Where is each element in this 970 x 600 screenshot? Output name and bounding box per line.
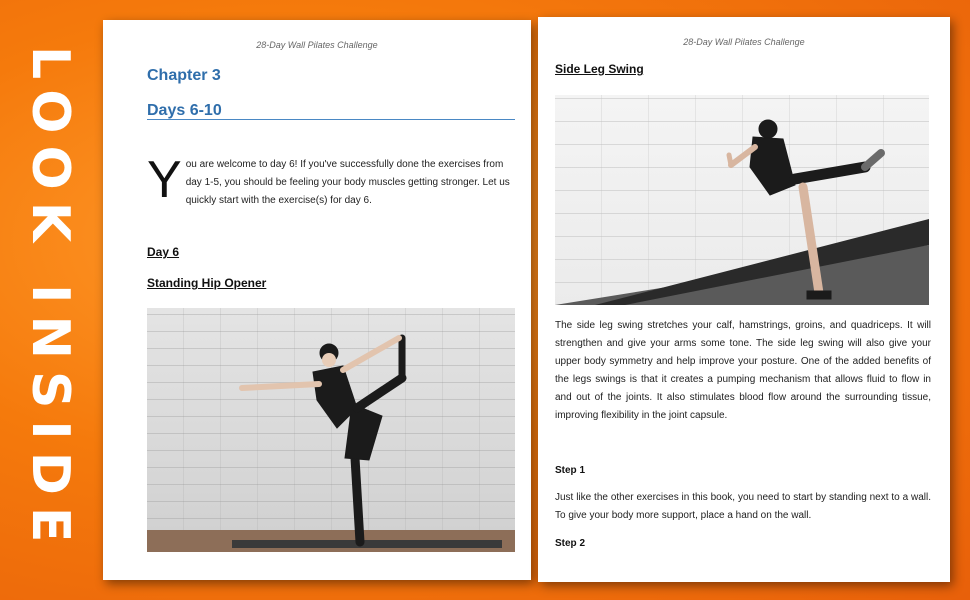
side-leg-swing-photo: [555, 95, 929, 305]
running-header: 28-Day Wall Pilates Challenge: [256, 40, 378, 50]
right-page: [538, 17, 950, 582]
standing-hip-opener-photo: [147, 308, 515, 552]
left-page: [103, 20, 531, 580]
days-title: Days 6-10: [147, 102, 222, 119]
heading-divider: [147, 119, 515, 120]
day-heading: Day 6: [147, 245, 180, 259]
yoga-pose-illustration: [147, 308, 515, 552]
running-header: 28-Day Wall Pilates Challenge: [683, 37, 805, 47]
step-1-text: Just like the other exercises in this book, you need to start by standing next to a wall. To give your body more support, place a hand on the wall.: [555, 492, 931, 521]
intro-paragraph: [147, 151, 517, 210]
look-inside-banner: [0, 0, 100, 600]
exercise-heading: Standing Hip Opener: [147, 276, 267, 290]
intro-text: ou are welcome to day 6! If you've successfully done the exercises from day 1-5, you should be feeling your body muscles getting stronger. Let us quickly start with the exercise(s) for day 6.: [185, 159, 510, 206]
exercise-description: The side leg swing stretches your calf, hamstrings, groins, and quadriceps. It will strengthen and give your arms some tone. The side leg swing will also give your upper body symmetry and help improve your posture. One of the added benefits of the legs swings is that it creates a pumping mechanism that allows fluid to flow in and out of the joints. It also stimulates blood flow around the surrounding tissue, improving flexibility in the joint capsule.: [555, 320, 931, 421]
chapter-title: Chapter 3: [147, 67, 221, 84]
step-1-label: Step 1: [555, 465, 586, 476]
exercise-heading: Side Leg Swing: [555, 62, 644, 76]
step-2-label: Step 2: [555, 538, 586, 549]
banner-text: LOOK INSIDE: [20, 45, 80, 555]
drop-cap: Y: [147, 151, 182, 209]
leg-swing-illustration: [555, 95, 929, 305]
